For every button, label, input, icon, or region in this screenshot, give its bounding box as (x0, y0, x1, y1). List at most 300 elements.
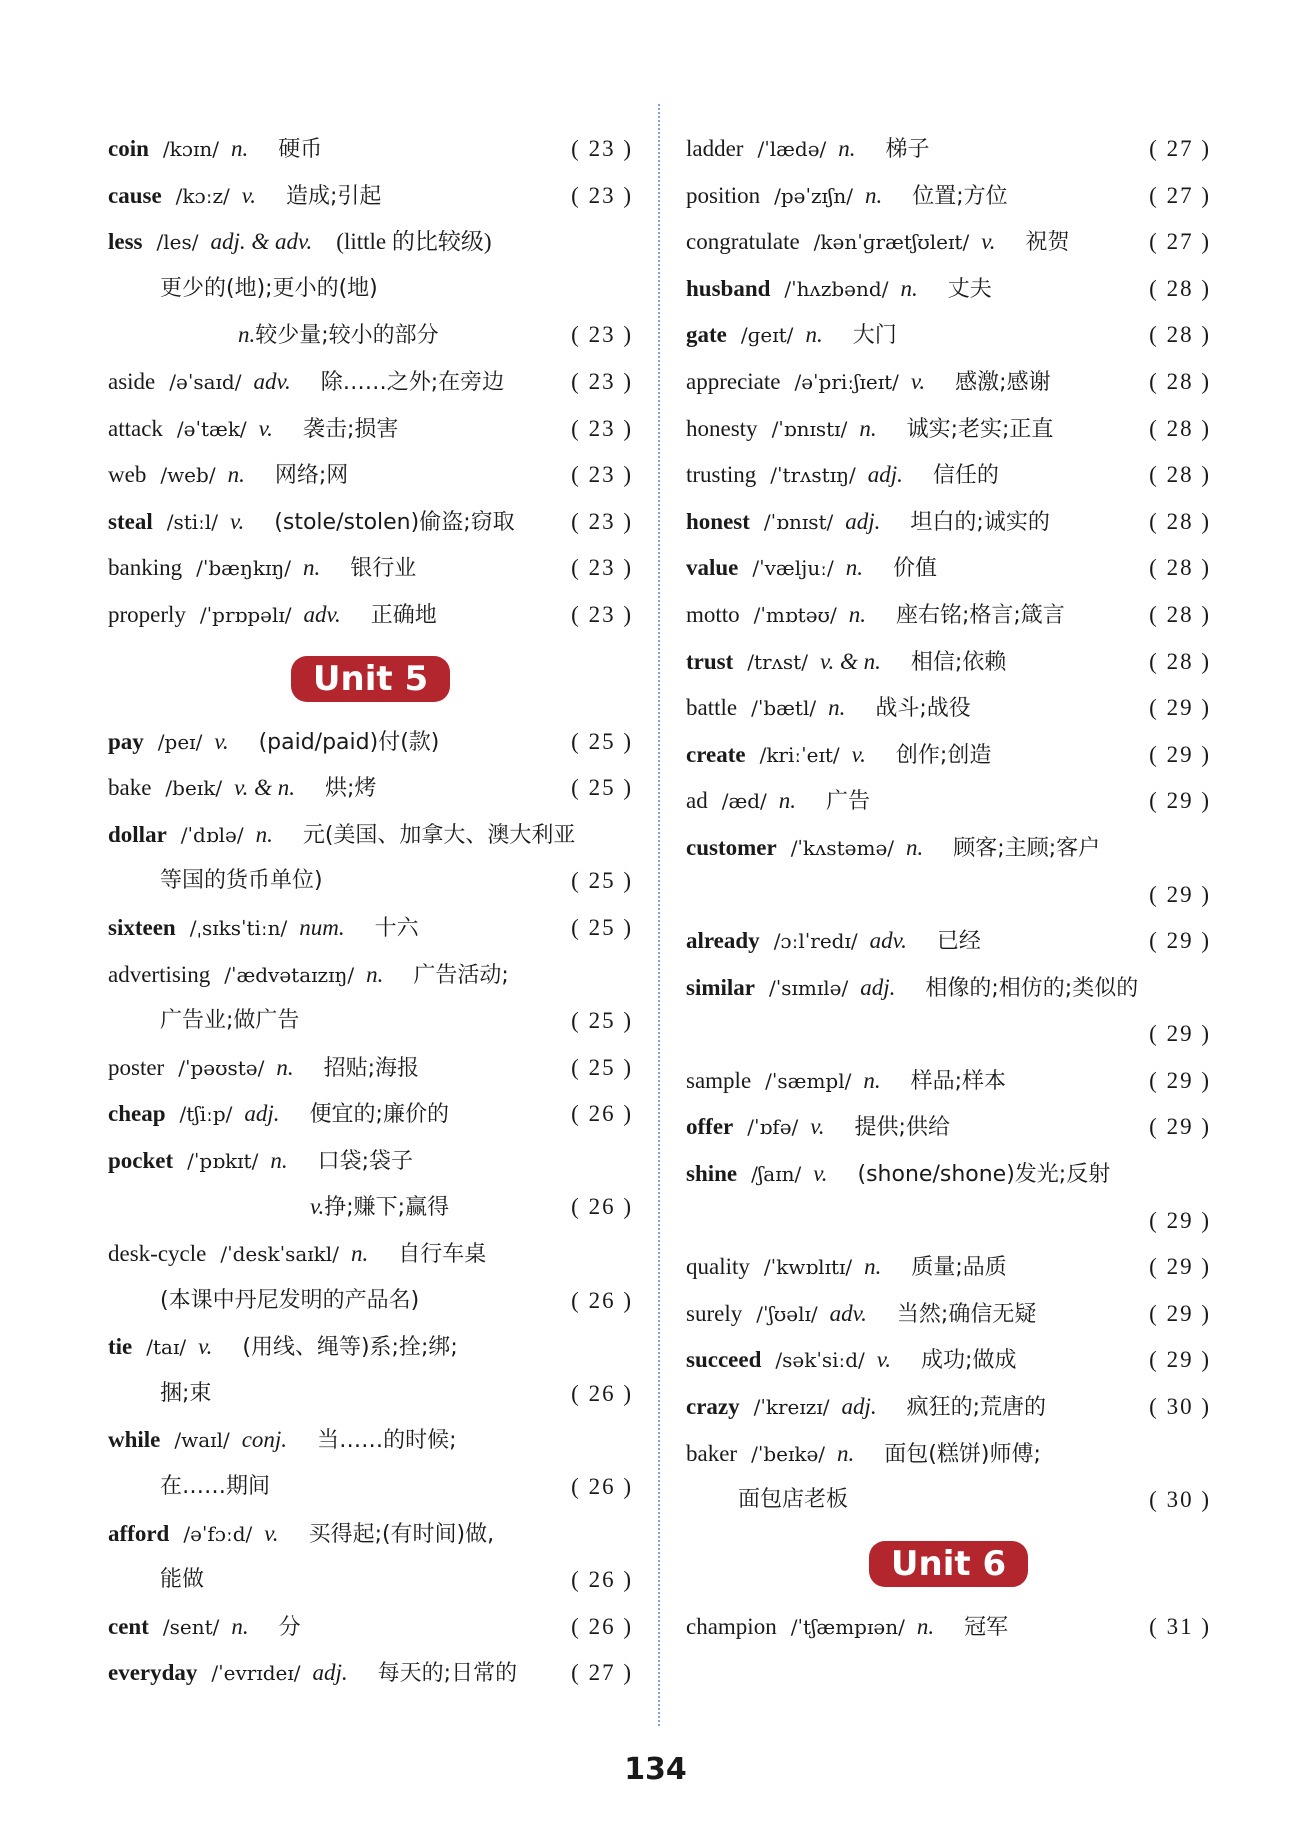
part-of-speech: v. (876, 1347, 892, 1373)
headword: banking (108, 555, 183, 581)
headword: cheap (108, 1101, 166, 1127)
part-of-speech: n. (255, 821, 273, 847)
chinese-meaning: 座右铭;格言;箴言 (895, 602, 1065, 628)
page-reference: ( 29 ) (1149, 1300, 1211, 1326)
page-reference: ( 27 ) (1149, 229, 1211, 255)
vocab-entry (686, 825, 1211, 872)
headword: trusting (686, 462, 757, 488)
phonetic: /ˈʃʊəlɪ/ (756, 1301, 818, 1326)
part-of-speech: adj. (860, 974, 896, 1000)
chinese-meaning: 面包(糕饼)师傅; (884, 1441, 1041, 1467)
part-of-speech: v. (241, 182, 257, 208)
part-of-speech: v. (910, 368, 926, 394)
page-reference: ( 26 ) (571, 1101, 633, 1127)
chinese-meaning: 正确地 (370, 602, 437, 628)
chinese-meaning: 祝贺 (1025, 230, 1070, 256)
headword: everyday (108, 1660, 198, 1686)
vocab-continuation (108, 1184, 633, 1231)
headword: champion (686, 1613, 777, 1639)
page-reference: ( 27 ) (571, 1660, 633, 1686)
vocab-entry (686, 1058, 1211, 1105)
headword: husband (686, 275, 771, 301)
page-reference: ( 31 ) (1149, 1613, 1211, 1639)
chinese-meaning: 诚实;老实;正直 (906, 416, 1054, 442)
grammar-note: (little 的比较级) (336, 229, 492, 255)
chinese-meaning: 便宜的;廉价的 (309, 1102, 449, 1128)
chinese-meaning: 价值 (892, 556, 937, 582)
part-of-speech: num. (299, 914, 345, 940)
part-of-speech: v. (813, 1161, 828, 1187)
phonetic: /ˈkʌstəmə/ (790, 835, 895, 860)
vocab-entry (108, 1604, 633, 1651)
part-of-speech: adv. (829, 1300, 867, 1326)
vocab-entry (686, 406, 1211, 453)
unit-heading-row (686, 1524, 1211, 1604)
phonetic: /kənˈɡrætʃʊleɪt/ (813, 230, 970, 255)
page-reference: ( 28 ) (1149, 555, 1211, 581)
part-of-speech: v. (310, 1194, 325, 1220)
chinese-meaning: 买得起;(有时间)做, (308, 1521, 495, 1547)
phonetic: /pəˈzɪʃn/ (774, 183, 853, 208)
page-reference: ( 29 ) (1149, 881, 1211, 907)
chinese-meaning: 相像的;相仿的;类似的 (925, 975, 1139, 1001)
chinese-meaning: 元(美国、加拿大、澳大利亚 (302, 822, 576, 848)
headword: customer (686, 834, 777, 860)
vocab-continuation (108, 1278, 633, 1325)
part-of-speech: n. (227, 462, 245, 488)
phonetic: /waɪl/ (174, 1428, 230, 1453)
vocab-entry (108, 126, 633, 173)
headword: attack (108, 415, 163, 441)
right-column (686, 126, 1211, 1650)
chinese-meaning: 面包店老板 (738, 1487, 849, 1513)
vocab-continuation (108, 1371, 633, 1418)
part-of-speech: n. (238, 322, 256, 348)
chinese-meaning: 战斗;战役 (875, 696, 971, 722)
vocab-entry (108, 812, 633, 859)
chinese-meaning: 自行车桌 (398, 1242, 487, 1268)
headword: poster (108, 1054, 165, 1080)
chinese-meaning: 在……期间 (160, 1474, 271, 1500)
chinese-meaning: 提供;供给 (854, 1115, 950, 1141)
vocab-continuation (686, 872, 1211, 919)
vocab-continuation (108, 998, 633, 1045)
part-of-speech: v. (981, 229, 996, 255)
page-reference: ( 29 ) (1149, 1067, 1211, 1093)
page-reference: ( 28 ) (1149, 462, 1211, 488)
part-of-speech: v. (264, 1520, 279, 1546)
headword: sample (686, 1067, 752, 1093)
phonetic: /ˈmɒtəʊ/ (753, 602, 837, 627)
phonetic: /ˈtrʌstɪŋ/ (770, 463, 856, 488)
phonetic: /kɔɪn/ (162, 137, 219, 161)
headword: pay (108, 728, 144, 754)
phonetic: /əˈpriːʃɪeɪt/ (794, 369, 899, 394)
vocab-continuation (686, 1011, 1211, 1058)
part-of-speech: adv. (253, 368, 291, 394)
page-reference: ( 28 ) (1149, 601, 1211, 627)
vocab-entry (108, 1091, 633, 1138)
page-reference: ( 28 ) (1149, 508, 1211, 534)
page-reference: ( 29 ) (1149, 1347, 1211, 1373)
page-reference: ( 23 ) (571, 508, 633, 534)
chinese-meaning: 成功;做成 (921, 1348, 1017, 1374)
part-of-speech: n. (864, 1254, 882, 1280)
part-of-speech: n. (276, 1054, 294, 1080)
phonetic: /ˈɒnɪstɪ/ (771, 416, 848, 441)
vocab-entry (686, 266, 1211, 313)
part-of-speech: v. (198, 1334, 213, 1360)
part-of-speech: n. (350, 1241, 369, 1267)
page-reference: ( 23 ) (571, 555, 633, 581)
unit-heading: Unit 6 (869, 1541, 1028, 1587)
phonetic: /stiːl/ (166, 509, 219, 534)
page-reference: ( 26 ) (571, 1567, 633, 1593)
headword: dollar (108, 821, 167, 847)
part-of-speech: n. (230, 136, 249, 161)
headword: trust (686, 648, 734, 674)
headword: steal (108, 508, 153, 534)
headword: bake (108, 775, 152, 801)
page-reference: ( 25 ) (571, 775, 633, 801)
page-reference: ( 25 ) (571, 1008, 633, 1034)
part-of-speech: n. (838, 136, 856, 161)
chinese-meaning: 袭击;损害 (302, 416, 399, 442)
part-of-speech: n. (828, 695, 846, 721)
vocab-entry (686, 1337, 1211, 1384)
vocab-entry (108, 1417, 633, 1464)
part-of-speech: adj. (312, 1660, 348, 1686)
headword: while (108, 1427, 161, 1453)
headword: congratulate (686, 229, 800, 255)
chinese-meaning: 大门 (852, 323, 897, 349)
vocab-entry (108, 765, 633, 812)
part-of-speech: n. (900, 275, 918, 301)
vocab-entry (108, 406, 633, 453)
phonetic: /ˈædvətaɪzɪŋ/ (224, 962, 355, 987)
vocab-entry (686, 1431, 1211, 1478)
headword: afford (108, 1520, 170, 1546)
part-of-speech: adj. (845, 508, 881, 534)
phonetic: /ˈpəʊstə/ (178, 1055, 265, 1080)
headword: properly (108, 601, 186, 627)
page-reference: ( 28 ) (1149, 415, 1211, 441)
page-reference: ( 23 ) (571, 462, 633, 488)
phonetic: /əˈsaɪd/ (169, 369, 242, 394)
vocab-continuation (108, 266, 633, 313)
page-reference: ( 23 ) (571, 368, 633, 394)
headword: tie (108, 1334, 133, 1360)
phonetic: /ˈɒnɪst/ (763, 509, 834, 534)
phonetic: /ˈhʌzbənd/ (784, 276, 889, 301)
chinese-meaning: 广告 (826, 789, 871, 815)
vocab-entry (686, 359, 1211, 406)
headword: shine (686, 1161, 738, 1187)
vocab-entry (108, 719, 633, 766)
phonetic: /ɡeɪt/ (740, 323, 794, 348)
part-of-speech: v. (230, 508, 245, 534)
part-of-speech: n. (848, 601, 866, 627)
chinese-meaning: 创作;创造 (895, 742, 992, 768)
page-reference: ( 29 ) (1149, 928, 1211, 954)
chinese-meaning: 位置;方位 (912, 183, 1008, 209)
headword: appreciate (686, 368, 781, 394)
page-reference: ( 26 ) (571, 1613, 633, 1639)
chinese-meaning: 当然;确信无疑 (896, 1301, 1037, 1327)
headword: crazy (686, 1394, 740, 1420)
page-number: 134 (624, 1752, 687, 1787)
vocab-entry (108, 1045, 633, 1092)
phonetic: /ˈkwɒlɪtɪ/ (763, 1255, 853, 1280)
headword: position (686, 182, 761, 208)
part-of-speech: n. (864, 182, 883, 208)
phonetic: /səkˈsiːd/ (775, 1348, 865, 1373)
phonetic: /peɪ/ (157, 729, 203, 754)
chinese-meaning: 网络;网 (274, 463, 349, 489)
phonetic: /les/ (156, 230, 199, 255)
phonetic: /ˈsɪmɪlə/ (769, 975, 849, 1000)
chinese-meaning: 疯狂的;荒唐的 (906, 1395, 1047, 1421)
phonetic: /ˈlædə/ (757, 137, 827, 161)
chinese-meaning: 除……之外;在旁边 (320, 369, 505, 395)
phonetic: /ˈdɒlə/ (180, 822, 244, 847)
page-reference: ( 28 ) (1149, 368, 1211, 394)
phonetic: /ˈdeskˈsaɪkl/ (220, 1242, 339, 1267)
vocab-entry (686, 1384, 1211, 1431)
part-of-speech: v. (810, 1114, 825, 1140)
part-of-speech: n. (859, 415, 877, 441)
vocab-entry (686, 452, 1211, 499)
vocab-entry (686, 173, 1211, 220)
page-reference: ( 23 ) (571, 136, 633, 161)
chinese-meaning: 冠军 (964, 1614, 1009, 1640)
part-of-speech: n. (845, 555, 863, 581)
page-reference: ( 28 ) (1149, 275, 1211, 301)
vocab-entry (108, 499, 633, 546)
phonetic: /ˈkreɪzɪ/ (753, 1395, 830, 1420)
vocab-entry (686, 685, 1211, 732)
page-reference: ( 29 ) (1149, 1254, 1211, 1280)
headword: honesty (686, 415, 758, 441)
vocab-entry (686, 592, 1211, 639)
vocab-entry (108, 952, 633, 999)
chinese-meaning: 信任的 (932, 463, 999, 489)
phonetic: /kɔːz/ (175, 183, 230, 208)
part-of-speech: adj. (244, 1101, 280, 1127)
phonetic: /ˈpɒkɪt/ (187, 1148, 259, 1173)
phonetic: /ˈbætl/ (751, 696, 817, 721)
phonetic: /æd/ (721, 789, 767, 814)
vocab-entry (108, 219, 633, 266)
part-of-speech: n. (231, 1613, 249, 1639)
part-of-speech: v. & n. (234, 775, 295, 801)
chinese-meaning: 烘;烤 (324, 776, 377, 802)
part-of-speech: n. (366, 961, 384, 987)
chinese-meaning: 更少的(地);更小的(地) (160, 275, 378, 301)
vocab-continuation (108, 312, 633, 359)
headword: cent (108, 1613, 149, 1639)
headword: battle (686, 695, 738, 721)
vocab-entry (686, 1604, 1211, 1651)
vocab-continuation (108, 1557, 633, 1604)
chinese-meaning: 质量;品质 (911, 1255, 1007, 1281)
chinese-meaning: (本课中丹尼发明的产品名) (160, 1287, 420, 1313)
part-of-speech: n. (837, 1440, 855, 1466)
part-of-speech: adv. (303, 601, 341, 627)
headword: motto (686, 601, 740, 627)
part-of-speech: n. (270, 1147, 288, 1173)
page-reference: ( 29 ) (1149, 1021, 1211, 1047)
part-of-speech: v. (258, 415, 273, 441)
phonetic: /ˌsɪksˈtiːn/ (189, 915, 288, 940)
chinese-meaning: 每天的;日常的 (377, 1661, 518, 1687)
part-of-speech: n. (906, 834, 924, 860)
chinese-meaning: 能做 (160, 1567, 205, 1593)
phonetic: /web/ (160, 463, 216, 488)
headword: desk-cycle (108, 1241, 207, 1267)
phonetic: /ˈprɒpəlɪ/ (199, 602, 292, 627)
chinese-meaning: 丈夫 (947, 276, 992, 302)
page-reference: ( 27 ) (1149, 182, 1211, 208)
column-divider (658, 104, 660, 1726)
headword: quality (686, 1254, 750, 1280)
chinese-meaning: 当……的时候; (317, 1428, 457, 1454)
page-reference: ( 29 ) (1149, 741, 1211, 767)
page-reference: ( 26 ) (571, 1474, 633, 1500)
part-of-speech: adv. (869, 928, 907, 954)
vocab-entry (686, 1151, 1211, 1198)
unit-heading: Unit 5 (291, 656, 450, 702)
chinese-meaning: 硬币 (278, 137, 323, 162)
chinese-meaning: (用线、绳等)系;拴;绑; (242, 1335, 458, 1361)
chinese-meaning: 分 (278, 1614, 301, 1640)
part-of-speech: adj. & adv. (210, 229, 313, 255)
vocab-entry (686, 732, 1211, 779)
chinese-meaning: 顾客;主顾;客户 (953, 835, 1101, 861)
vocab-entry (686, 965, 1211, 1012)
headword: aside (108, 368, 156, 394)
headword: similar (686, 974, 755, 1000)
chinese-meaning: 已经 (936, 929, 981, 955)
page-reference: ( 28 ) (1149, 648, 1211, 674)
headword: cause (108, 182, 162, 208)
page-reference: ( 27 ) (1149, 136, 1211, 161)
unit-heading-row (108, 639, 633, 719)
phonetic: /əˈtæk/ (176, 416, 247, 441)
chinese-meaning: 捆;束 (160, 1380, 212, 1406)
page-reference: ( 25 ) (571, 868, 633, 894)
page-reference: ( 29 ) (1149, 788, 1211, 814)
vocab-entry (108, 359, 633, 406)
vocab-entry (686, 126, 1211, 173)
chinese-meaning: 十六 (374, 915, 419, 941)
vocab-entry (686, 778, 1211, 825)
chinese-meaning: 造成;引起 (286, 183, 382, 209)
chinese-meaning: 梯子 (885, 137, 930, 162)
chinese-meaning: 招贴;海报 (323, 1055, 420, 1081)
chinese-meaning: 口袋;袋子 (317, 1148, 413, 1174)
vocab-continuation (108, 858, 633, 905)
page-reference: ( 29 ) (1149, 1114, 1211, 1140)
page-reference: ( 30 ) (1149, 1394, 1211, 1420)
headword: gate (686, 322, 727, 348)
chinese-meaning: 广告活动; (413, 962, 509, 988)
page-reference: ( 26 ) (571, 1380, 633, 1406)
part-of-speech: n. (916, 1613, 935, 1639)
headword: less (108, 229, 143, 255)
vocab-entry (686, 639, 1211, 686)
vocab-entry (686, 1291, 1211, 1338)
page-reference: ( 23 ) (571, 601, 633, 627)
part-of-speech: v. (214, 728, 229, 754)
part-of-speech: n. (778, 788, 797, 814)
part-of-speech: adj. (841, 1394, 877, 1420)
headword: web (108, 462, 147, 488)
vocab-entry (686, 499, 1211, 546)
page-reference: ( 29 ) (1149, 1207, 1211, 1233)
phonetic: /taɪ/ (146, 1335, 187, 1360)
headword: value (686, 555, 739, 581)
chinese-meaning: 相信;依赖 (910, 649, 1007, 675)
headword: surely (686, 1300, 743, 1326)
headword: baker (686, 1440, 738, 1466)
vocab-entry (686, 1104, 1211, 1151)
part-of-speech: adj. (867, 462, 903, 488)
phonetic: /ˈɒfə/ (747, 1115, 799, 1140)
phonetic: /ˈbæŋkɪŋ/ (196, 556, 291, 581)
vocab-entry (686, 312, 1211, 359)
page-reference: ( 26 ) (571, 1287, 633, 1313)
page-reference: ( 23 ) (571, 322, 633, 348)
phonetic: /kriːˈeɪt/ (759, 742, 840, 767)
part-of-speech: v. & n. (819, 648, 881, 674)
headword: coin (108, 136, 149, 161)
chinese-meaning: 广告业;做广告 (160, 1008, 300, 1034)
headword: offer (686, 1114, 734, 1140)
chinese-meaning: 银行业 (350, 556, 417, 582)
phonetic: /ʃaɪn/ (751, 1162, 802, 1187)
chinese-meaning: (paid/paid)付(款) (258, 729, 440, 755)
vocab-entry (686, 219, 1211, 266)
phonetic: /ˈvæljuː/ (752, 556, 834, 581)
phonetic: /ˈtʃæmpɪən/ (790, 1614, 905, 1639)
vocab-entry (108, 1650, 633, 1697)
page-reference: ( 28 ) (1149, 322, 1211, 348)
phonetic: /ˈevrɪdeɪ/ (211, 1661, 301, 1686)
vocab-entry (686, 918, 1211, 965)
headword: already (686, 928, 760, 954)
vocab-entry (108, 452, 633, 499)
vocab-continuation (686, 1477, 1211, 1524)
headword: pocket (108, 1147, 174, 1173)
chinese-meaning: 较少量;较小的部分 (255, 323, 439, 349)
chinese-meaning: 样品;样本 (910, 1068, 1007, 1094)
page-reference: ( 29 ) (1149, 695, 1211, 721)
vocab-entry (686, 545, 1211, 592)
part-of-speech: n. (302, 555, 321, 581)
headword: honest (686, 508, 750, 534)
phonetic: /sent/ (162, 1614, 220, 1639)
page-reference: ( 23 ) (571, 415, 633, 441)
page-reference: ( 26 ) (571, 1194, 633, 1220)
vocab-entry (108, 1324, 633, 1371)
page-reference: ( 30 ) (1149, 1487, 1211, 1513)
vocab-continuation (686, 1198, 1211, 1245)
chinese-meaning: 感激;感谢 (955, 369, 1051, 395)
chinese-meaning: 挣;赚下;赢得 (324, 1195, 450, 1221)
vocab-entry (108, 1138, 633, 1185)
vocab-entry (108, 545, 633, 592)
